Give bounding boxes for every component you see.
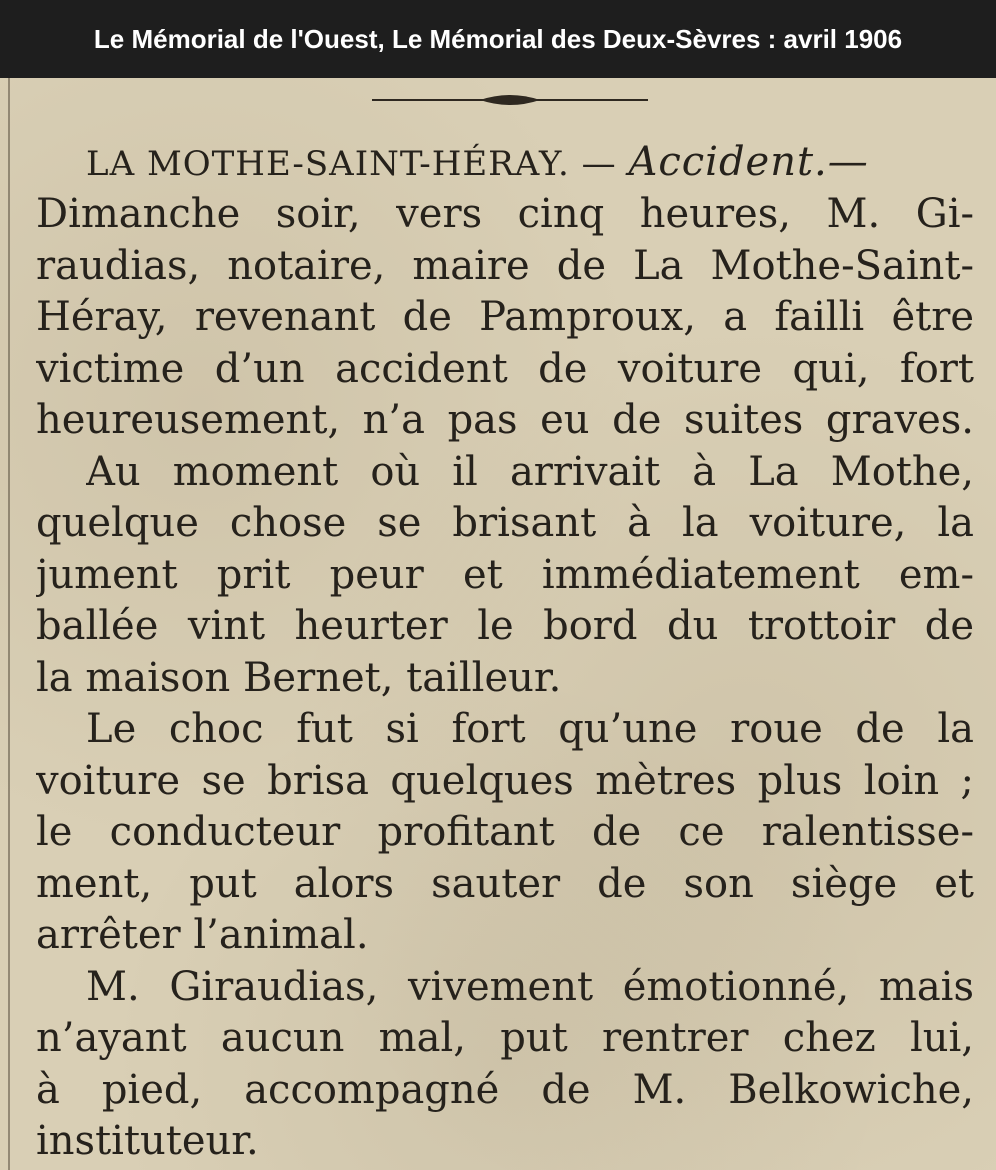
article-line: Dimanche soir, vers cinq heures, M. Gi- <box>36 191 974 237</box>
newspaper-clipping <box>0 78 996 1170</box>
article-line: victime d’un accident de voiture qui, fort <box>36 346 974 392</box>
article-line: n’ayant aucun mal, put rentrer chez lui, <box>36 1015 974 1061</box>
article-line: Au moment où il arrivait à La Mothe, <box>86 449 974 495</box>
article-line: à pied, accompagné de M. Belkowiche, <box>36 1067 974 1113</box>
article-line: arrêter l’animal. <box>36 912 369 958</box>
article-line: voiture se brisa quelques mètres plus loin ; <box>36 758 974 804</box>
article-line: quelque chose se brisant à la voiture, la <box>36 500 974 546</box>
article-line: raudias, notaire, maire de La Mothe-Saint- <box>36 243 974 289</box>
article-line: la maison Bernet, tailleur. <box>36 655 562 701</box>
article-line: Le choc fut si fort qu’une roue de la <box>86 706 974 752</box>
window-title: Le Mémorial de l'Ouest, Le Mémorial des Deux-Sèvres : avril 1906 <box>0 0 996 78</box>
article-line: heureusement, n’a pas eu de suites graves. <box>36 397 974 443</box>
article-line: M. Giraudias, vivement émotionné, mais <box>86 964 974 1010</box>
article-line: le conducteur profitant de ce ralentisse- <box>36 809 974 855</box>
article <box>0 78 996 1170</box>
article-line: ballée vint heurter le bord du trottoir de <box>36 603 974 649</box>
article-line: instituteur. <box>36 1118 259 1164</box>
article-line: jument prit peur et immédiatement em- <box>36 552 974 598</box>
article-rubric: Accident.— <box>628 139 869 185</box>
article-line: ment, put alors sauter de son siège et <box>36 861 974 907</box>
article-line: Héray, revenant de Pamproux, a failli être <box>36 294 974 340</box>
headline-separator: — <box>569 144 629 184</box>
article-headline <box>86 134 974 190</box>
article-place: LA MOTHE-SAINT-HÉRAY. <box>86 144 570 184</box>
